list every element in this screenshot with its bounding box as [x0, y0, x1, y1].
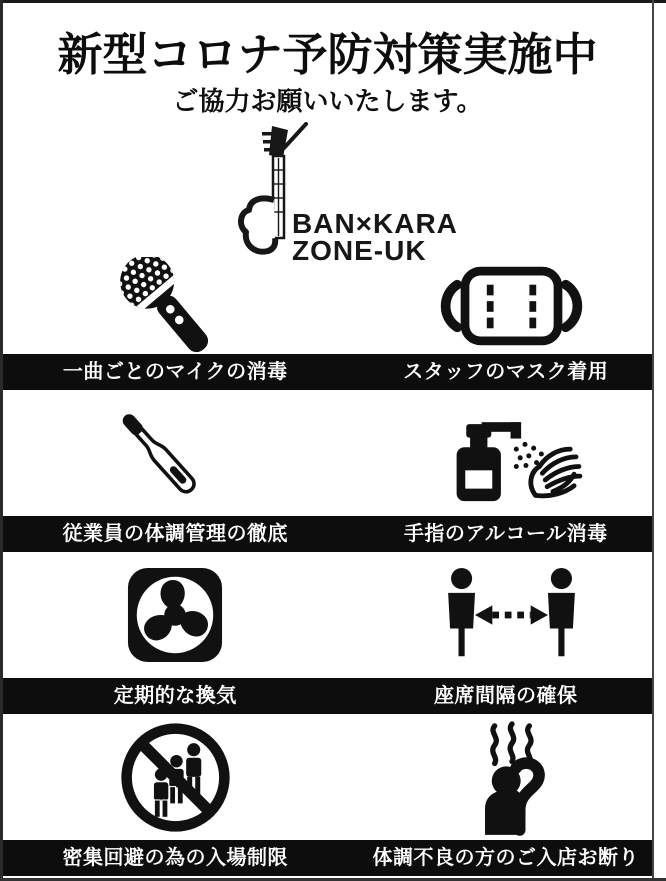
no-crowding-cell	[13, 714, 338, 840]
microphone-icon	[116, 257, 234, 355]
logo-wordmark	[292, 210, 458, 264]
icons-row-4	[3, 714, 652, 840]
page-subtitle: ご協力お願いいたします。	[172, 86, 483, 116]
mask-cell	[350, 258, 666, 354]
hand-sanitizer-icon	[439, 401, 584, 505]
measure-banner-3	[3, 678, 652, 714]
measure-label: 定期的な換気	[113, 685, 237, 707]
ventilation-fan-icon	[126, 566, 224, 664]
measure-label: 従業員の体調管理の徹底	[62, 523, 288, 545]
measure-label: 密集回避の為の入場制限	[62, 847, 288, 869]
poster-header	[3, 0, 652, 118]
logo-line2: ZONE-UK	[292, 235, 427, 266]
distance-cell	[350, 552, 666, 678]
sick-person-cell	[350, 714, 666, 840]
icons-row-3	[3, 552, 652, 678]
face-mask-icon	[434, 261, 589, 351]
measure-label: 一曲ごとのマイクの消毒	[62, 361, 288, 383]
measure-label: スタッフのマスク着用	[403, 361, 609, 383]
measure-label: 座席間隔の確保	[434, 685, 578, 707]
no-crowding-icon	[118, 720, 233, 835]
measure-banner-1	[3, 354, 652, 390]
brand-logo	[3, 118, 652, 266]
measure-label: 手指のアルコール消毒	[403, 523, 608, 545]
poster-content	[3, 0, 652, 876]
feeling-sick-icon	[459, 718, 565, 836]
measure-banner-4	[3, 840, 652, 876]
thermometer-cell	[13, 390, 338, 516]
fan-cell	[13, 552, 338, 678]
icons-row-1	[3, 258, 652, 354]
social-distance-icon	[434, 567, 589, 663]
icons-row-2	[3, 390, 652, 516]
logo-line1: BAN×KARA	[292, 208, 458, 239]
sanitizer-cell	[350, 390, 666, 516]
microphone-cell	[13, 258, 338, 354]
measure-label: 体調不良の方のご入店お断り	[372, 847, 639, 869]
measure-banner-2	[3, 516, 652, 552]
page-title: 新型コロナ予防対策実施中	[57, 29, 598, 80]
thermometer-icon	[116, 399, 234, 507]
